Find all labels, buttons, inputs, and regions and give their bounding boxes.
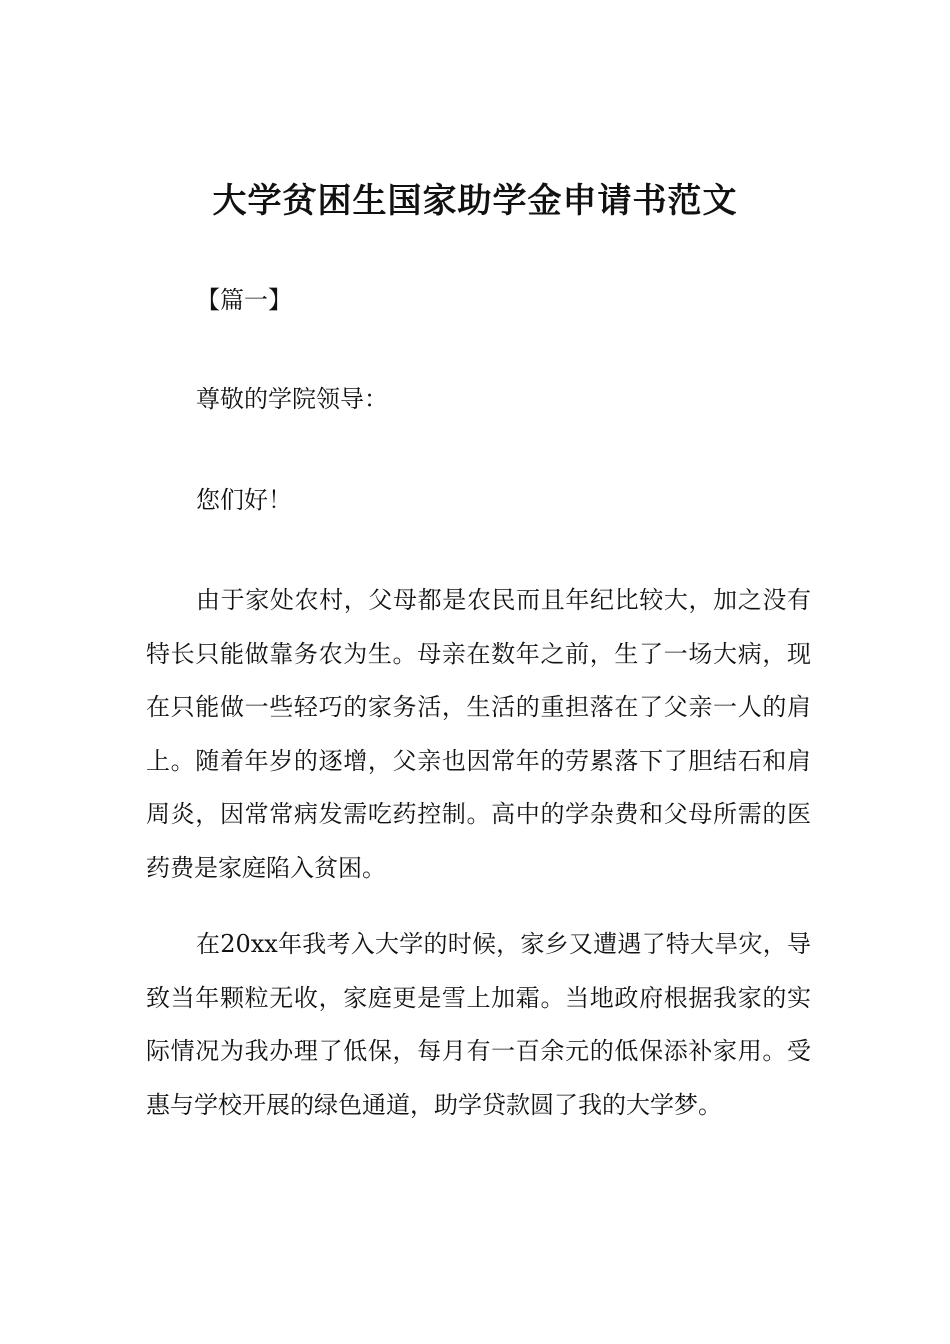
document-title: 大学贫困生国家助学金申请书范文 (212, 181, 738, 221)
salutation: 尊敬的学院领导： (196, 385, 388, 413)
greeting: 您们好！ (196, 486, 292, 514)
body-paragraph-1: 由于家处农村，父母都是农民而且年纪比较大，加之没有特长只能做靠务农为生。母亲在数年之前，生了一场大病，现在只能做一些轻巧的家务活，生活的重担落在了父亲一人的肩上。随着年岁的逐增，父亲也因常年的劳累落下了胆结石和肩周炎，因常常病发需吃药控制。高中的学杂费和父母所需的医药费是家庭陷入贫困。 (146, 586, 811, 882)
body-paragraph-2: 在20xx年我考入大学的时候，家乡又遭遇了特大旱灾，导致当年颗粒无收，家庭更是雪上加霜。当地政府根据我家的实际情况为我办理了低保，每月有一百余元的低保添补家用。受惠与学校开展的绿色通道，助学贷款圆了我的大学梦。 (146, 930, 811, 1119)
section-label: 【篇一】 (196, 286, 292, 314)
